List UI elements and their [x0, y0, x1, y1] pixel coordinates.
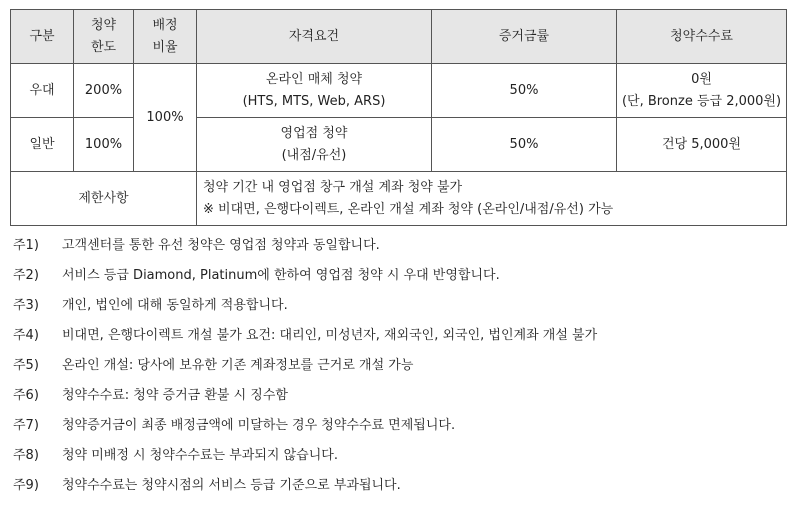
footnote-number: 주6) [13, 388, 39, 403]
footnote-number: 주7) [13, 418, 39, 433]
cell-category: 우대 [11, 64, 74, 118]
restriction-label: 제한사항 [11, 172, 197, 226]
cell-fee: 0원 (단, Bronze 등급 2,000원) [617, 64, 787, 118]
footnote-number: 주1) [13, 238, 39, 253]
cell-category: 일반 [11, 118, 74, 172]
cell-fee: 건당 5,000원 [617, 118, 787, 172]
table-header-row [11, 10, 787, 64]
footnote-text: 개인, 법인에 대해 동일하게 적용합니다. [62, 298, 288, 313]
cell-deposit-rate: 50% [432, 64, 617, 118]
header-qualification: 자격요건 [197, 10, 432, 64]
footnote-text: 비대면, 은행다이렉트 개설 불가 요건: 대리인, 미성년자, 재외국인, 외국인, 법인계좌 개설 불가 [62, 328, 598, 343]
header-category: 구분 [11, 10, 74, 64]
table-row-preferred [11, 64, 787, 118]
footnote-text: 청약 미배정 시 청약수수료는 부과되지 않습니다. [62, 448, 338, 463]
header-subscription-fee: 청약수수료 [617, 10, 787, 64]
footnote-text: 청약수수료: 청약 증거금 환불 시 징수함 [62, 388, 288, 403]
footnote-number: 주2) [13, 268, 39, 283]
footnote-number: 주8) [13, 448, 39, 463]
footnote-text: 청약수수료는 청약시점의 서비스 등급 기준으로 부과됩니다. [62, 478, 401, 493]
header-deposit-rate: 증거금률 [432, 10, 617, 64]
table-row-general [11, 118, 787, 172]
footnote-number: 주9) [13, 478, 39, 493]
header-limit: 청약 한도 [74, 10, 134, 64]
cell-limit: 200% [74, 64, 134, 118]
subscription-table [10, 9, 787, 226]
cell-limit: 100% [74, 118, 134, 172]
footnote-text: 서비스 등급 Diamond, Platinum에 한하여 영업점 청약 시 우대 반영합니다. [62, 268, 500, 283]
restriction-text: 청약 기간 내 영업점 창구 개설 계좌 청약 불가 ※ 비대면, 은행다이렉트, 온라인 개설 계좌 청약 (온라인/내점/유선) 가능 [197, 172, 787, 226]
footnote-number: 주4) [13, 328, 39, 343]
footnote-text: 온라인 개설: 당사에 보유한 기존 계좌정보를 근거로 개설 가능 [62, 358, 414, 373]
cell-qualification: 영업점 청약 (내점/유선) [197, 118, 432, 172]
footnote-text: 청약증거금이 최종 배정금액에 미달하는 경우 청약수수료 면제됩니다. [62, 418, 456, 433]
cell-allocation: 100% [134, 64, 197, 172]
footnote-text: 고객센터를 통한 유선 청약은 영업점 청약과 동일합니다. [62, 238, 380, 253]
table-row-restriction [11, 172, 787, 226]
cell-deposit-rate: 50% [432, 118, 617, 172]
header-allocation: 배정 비율 [134, 10, 197, 64]
footnote-number: 주5) [13, 358, 39, 373]
cell-qualification: 온라인 매체 청약 (HTS, MTS, Web, ARS) [197, 64, 432, 118]
footnote-number: 주3) [13, 298, 39, 313]
